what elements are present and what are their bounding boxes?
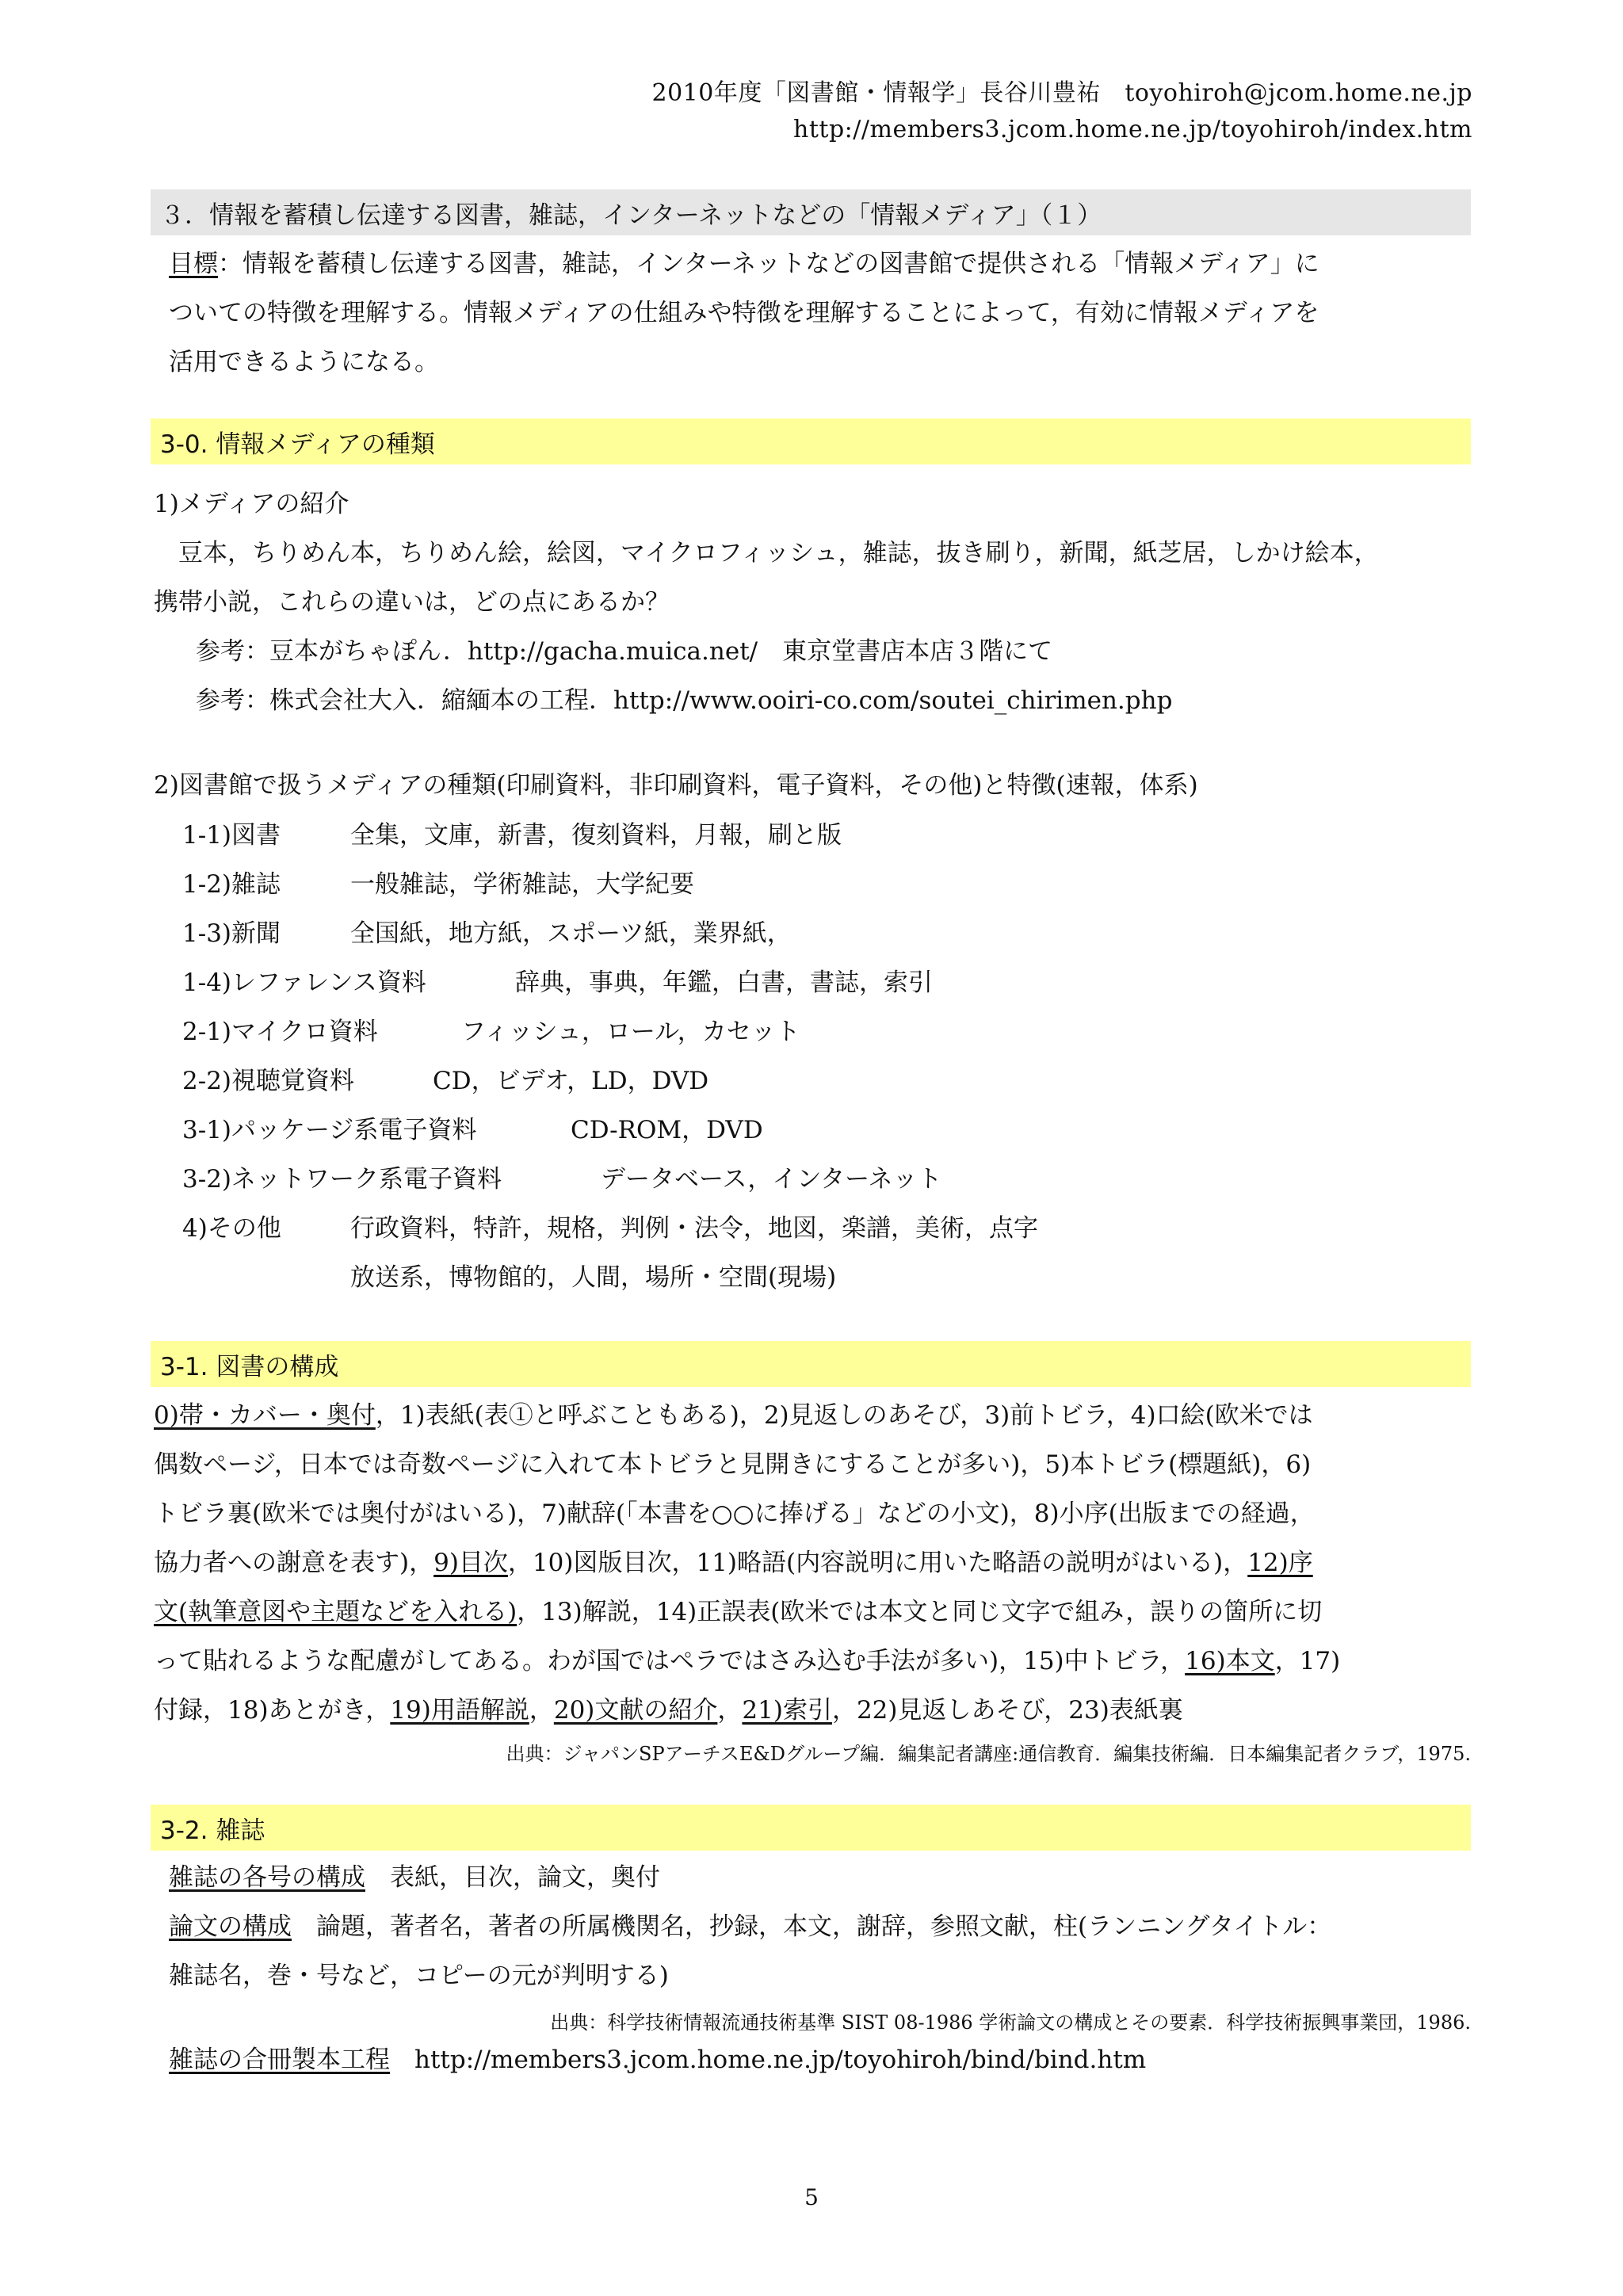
media-type-label: 1-3)新聞 [182,919,281,948]
goal-label: 目標 [169,250,218,278]
media-types-list [182,811,1038,1302]
media-type-label: 4)その他 [182,1214,281,1243]
book-line-4 [154,1538,1340,1587]
media-type-row [182,1007,1038,1056]
media-type-row [182,1253,1038,1302]
book-text: って貼れるような配慮がしてある。わが国ではペラではさみ込む手法が多い)，15)中トビラ， [154,1647,1186,1675]
book-text: ，22)見返しあそび，23)表紙裏 [831,1696,1183,1725]
media-type-desc: 放送系，博物館的，人間，場所・空間(現場) [350,1263,837,1292]
reference-line-1: 参考：豆本がちゃぽん．http://gacha.muica.net/ 東京堂書店本店３階にて [171,637,1053,666]
media-type-label: 1-1)図書 [182,821,281,850]
media-type-desc: 全集，文庫，新書，復刻資料，月報，刷と版 [350,821,842,850]
magazine-issue-line [169,1853,1331,1902]
media-type-row [182,1056,1038,1106]
book-line-6 [154,1637,1340,1686]
book-term-link: 9)目次 [433,1549,508,1577]
media-type-desc: フィッシュ，ロール，カセット [461,1018,800,1046]
book-term-link: 16)本文 [1185,1647,1275,1675]
book-text: ，1)表紙(表①と呼ぶこともある)，2)見返しのあそび，3)前トビラ，4)口絵(欧米では [375,1401,1313,1430]
media-type-desc: 全国紙，地方紙，スポーツ紙，業界紙， [350,919,792,948]
book-line-7 [154,1686,1340,1735]
media-intro-question: 携帯小説，これらの違いは，どの点にあるか？ [154,588,670,617]
book-term-link: 19)用語解説 [390,1696,529,1725]
book-text: ，13)解説，14)正誤表(欧米では本文と同じ文字で組み，誤りの箇所に切 [517,1598,1323,1626]
section-3-2-heading-band [151,1805,1471,1851]
goal-line-1 [169,239,1319,288]
section-3-0-heading: 3-0. 情報メディアの種類 [160,430,435,459]
magazine-structure-block [169,1853,1331,2000]
goal-line-2: ついての特徴を理解する。情報メディアの仕組みや特徴を理解することによって，有効に情報メディアを [169,299,1319,327]
media-type-row [182,1155,1038,1204]
binding-url: http://members3.jcom.home.ne.jp/toyohiroh/bind/bind.htm [390,2046,1147,2074]
book-term-link: 文(執筆意図や主題などを入れる) [154,1598,517,1626]
media-type-label: 3-2)ネットワーク系電子資料 [182,1165,502,1194]
book-term-link: 20)文献の紹介 [553,1696,718,1725]
paper-structure-label: 論文の構成 [169,1912,292,1941]
paper-structure-line [169,1902,1331,1951]
book-line-2: 偶数ページ，日本では奇数ページに入れて本トビラと見開きにすることが多い)，5)本トビラ(標題紙)，6) [154,1450,1312,1479]
binding-line [169,2035,1146,2084]
media-type-label: 1-2)雑誌 [182,870,281,899]
media-type-label: 2-2)視聴覚資料 [182,1067,355,1095]
book-term-link: 0)帯・カバー・奥付 [154,1401,376,1430]
section-3-2-heading: 3-2. 雑誌 [160,1816,265,1845]
media-type-row [182,811,1038,860]
book-text: ， [717,1696,743,1725]
book-structure-paragraph [154,1391,1340,1735]
book-text: ，10)図版目次，11)略語(内容説明に用いた略語の説明がはいる)， [507,1549,1248,1577]
section-3-0-heading-band [151,418,1471,464]
magazine-issue-text: 表紙，目次，論文，奥付 [365,1863,660,1892]
page-number: 5 [804,2184,819,2210]
goal-text-1: ：情報を蓄積し伝達する図書，雑誌，インターネットなどの図書館で提供される「情報メディア」に [218,250,1319,278]
book-source-citation: 出典：ジャパンSPアーチスE&Dグループ編．編集記者講座:通信教育．編集技術編．日本編集記者クラブ，1975. [506,1743,1471,1765]
goal-paragraph [169,239,1319,387]
media-intro-list: 豆本，ちりめん本，ちりめん絵，絵図，マイクロフィッシュ，雑誌，抜き刷り，新聞，紙芝居，しかけ絵本， [154,539,1379,567]
paper-structure-text: 論題，著者名，著者の所属機関名，抄録，本文，謝辞，参照文献，柱(ランニングタイトル： [292,1912,1332,1941]
media-type-label: 2-1)マイクロ資料 [182,1018,378,1046]
media-type-desc: 辞典，事典，年鑑，白書，書誌，索引 [515,968,933,997]
chapter-title-band [151,189,1471,235]
magazine-issue-label: 雑誌の各号の構成 [169,1863,365,1892]
media-type-desc: CD-ROM，DVD [571,1116,763,1144]
magazine-source-citation: 出典：科学技術情報流通技術基準 SIST 08-1986 学術論文の構成とその要素．科学技術振興事業団，1986. [550,2011,1471,2034]
media-type-desc: CD，ビデオ，LD，DVD [433,1067,709,1095]
media-type-row [182,958,1038,1007]
section-3-1-heading-band [151,1341,1471,1387]
book-term-link: 12)序 [1247,1549,1313,1577]
media-type-label: 3-1)パッケージ系電子資料 [182,1116,477,1144]
media-type-row [182,909,1038,958]
media-intro-title: 1)メディアの紹介 [154,490,349,518]
chapter-title: ３．情報を蓄積し伝達する図書，雑誌，インターネットなどの「情報メディア」（１） [160,201,1102,230]
header-author-line: 2010年度「図書館・情報学」長谷川豊祐 toyohiroh@jcom.home.ne.jp [651,79,1472,107]
media-type-label: 1-4)レファレンス資料 [182,968,426,997]
book-term-link: 21)索引 [742,1696,832,1725]
book-text: 協力者への謝意を表す)， [154,1549,434,1577]
book-line-1 [154,1391,1340,1440]
section-3-1-heading: 3-1. 図書の構成 [160,1352,339,1381]
binding-label: 雑誌の合冊製本工程 [169,2046,390,2074]
media-type-desc: データベース，インターネット [601,1165,942,1194]
reference-line-2: 参考：株式会社大入．縮緬本の工程．http://www.ooiri-co.com/soutei_chirimen.php [171,686,1173,715]
book-text: ，17) [1274,1647,1341,1675]
media-intro-block [154,479,1379,725]
book-line-5 [154,1587,1340,1637]
media-type-desc: 行政資料，特許，規格，判例・法令，地図，楽譜，美術，点字 [350,1214,1038,1243]
book-text: ， [529,1696,554,1725]
media-type-row [182,1106,1038,1155]
goal-line-3: 活用できるようになる。 [169,348,439,376]
media-type-desc: 一般雑誌，学術雑誌，大学紀要 [350,870,694,899]
media-types-question: 2)図書館で扱うメディアの種類(印刷資料，非印刷資料，電子資料，その他)と特徴(速報，体系) [154,771,1198,800]
book-line-3: トビラ裏(欧米では奥付がはいる)，7)献辞(「本書を○○に捧げる」などの小文)，8)小序(出版までの経過， [154,1499,1315,1528]
media-type-row [182,1204,1038,1253]
header-url-line: http://members3.jcom.home.ne.jp/toyohiroh/index.htm [793,116,1472,143]
paper-structure-continuation: 雑誌名，巻・号など，コピーの元が判明する) [169,1962,669,1990]
media-type-row [182,860,1038,909]
book-text: 付録，18)あとがき， [154,1696,391,1725]
